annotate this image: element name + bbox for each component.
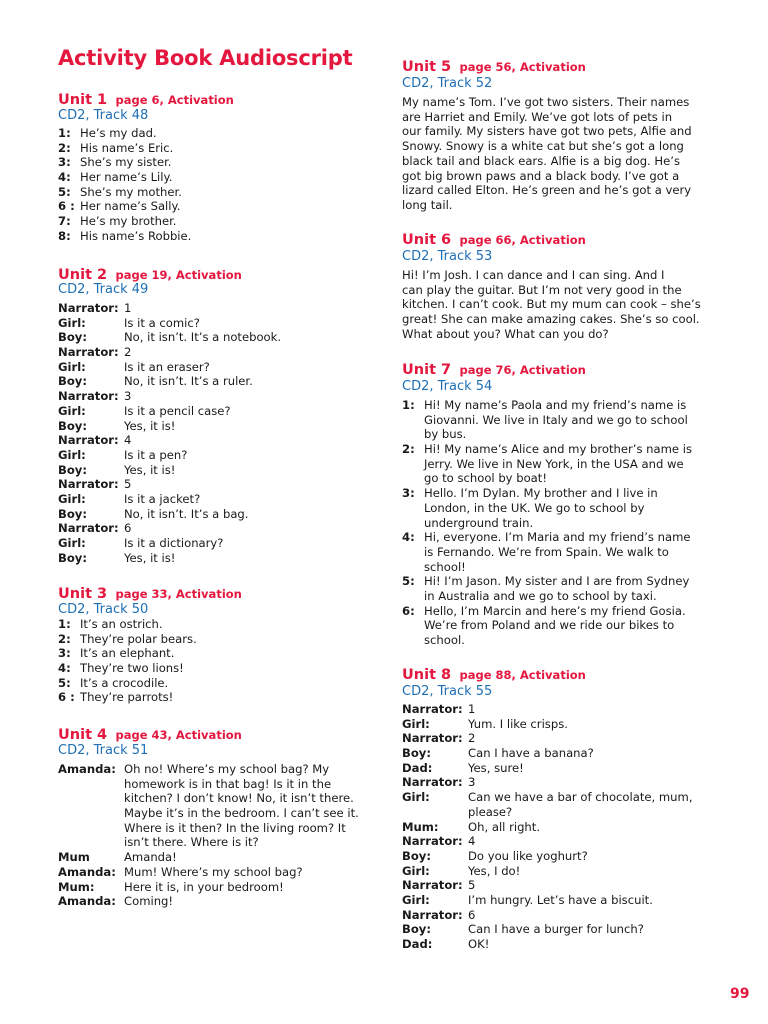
- script-line: [402, 560, 722, 575]
- unit-1-heading: [58, 82, 234, 110]
- line-text: They’re polar bears.: [80, 631, 197, 646]
- paragraph-line: black tail and black ears. Alfie is a big dog. He’s: [402, 153, 681, 168]
- speaker-label: Girl:: [58, 536, 86, 550]
- speaker-label: 4:: [58, 661, 71, 676]
- paragraph-line: got big brown paws and a black body. I’ve got a: [402, 168, 680, 183]
- script-line: [402, 805, 722, 820]
- script-line: [58, 894, 378, 909]
- speaker-label: [402, 589, 424, 604]
- line-text: Maybe it’s in the bedroom. I can’t see it.: [124, 806, 359, 821]
- unit-8-heading: [402, 657, 586, 685]
- line-text: His name’s Robbie.: [80, 228, 192, 243]
- line-text: 2: [468, 731, 476, 746]
- script-line: [58, 477, 378, 492]
- paragraph-line: long tail.: [402, 197, 453, 212]
- unit-6-paragraph: [402, 268, 701, 342]
- line-text: Hi! My name’s Paola and my friend’s name is: [424, 398, 687, 412]
- line-text: They’re two lions!: [80, 661, 184, 676]
- speaker-label: Girl:: [58, 315, 86, 330]
- line-text: go to school by boat!: [424, 471, 547, 486]
- script-line: [402, 849, 722, 864]
- speaker-label: [402, 457, 424, 472]
- unit-4-lines: [58, 762, 378, 909]
- line-text: London, in the UK. We go to school by: [424, 500, 645, 515]
- unit-7-label: Unit 7: [402, 362, 452, 378]
- script-line: [58, 229, 378, 244]
- speaker-label: [402, 560, 424, 575]
- unit-4-label: Unit 4: [58, 727, 108, 743]
- script-line: [58, 301, 378, 316]
- speaker-label: [58, 806, 124, 821]
- unit-7-track: CD2, Track 54: [402, 379, 493, 394]
- script-line: [402, 574, 722, 589]
- paragraph-line: kitchen. I can’t cook. But my mum can cook – she’s: [402, 297, 701, 312]
- script-line: [402, 702, 722, 717]
- script-line: [402, 937, 722, 952]
- speaker-label: Girl:: [58, 491, 86, 506]
- line-text: Coming!: [124, 894, 174, 909]
- unit-6-label: Unit 6: [402, 232, 452, 248]
- script-line: [402, 471, 722, 486]
- script-line: [58, 419, 378, 434]
- line-text: Where is it then? In the living room? It: [124, 820, 346, 835]
- speaker-label: Boy:: [58, 550, 87, 565]
- line-text: school!: [424, 559, 466, 574]
- speaker-label: Amanda:: [58, 864, 116, 879]
- unit-3-track: CD2, Track 50: [58, 602, 149, 617]
- script-line: [402, 878, 722, 893]
- script-line: [58, 170, 378, 185]
- unit-3-label: Unit 3: [58, 586, 108, 602]
- line-text: Is it a comic?: [124, 315, 200, 330]
- speaker-label: 1:: [58, 617, 71, 631]
- script-line: [58, 762, 378, 777]
- unit-7-lines: [402, 398, 722, 648]
- script-line: [402, 775, 722, 790]
- unit-5-track: CD2, Track 52: [402, 76, 493, 91]
- script-line: [402, 618, 722, 633]
- speaker-label: [58, 777, 124, 792]
- speaker-label: [402, 545, 424, 560]
- unit-3-lines: [58, 617, 378, 705]
- script-line: [58, 690, 378, 705]
- speaker-label: Boy:: [402, 922, 431, 937]
- unit-3-heading: [58, 576, 242, 604]
- script-line: [58, 661, 378, 676]
- line-text: Hi, everyone. I’m Maria and my friend’s name: [424, 530, 691, 545]
- script-line: [402, 413, 722, 428]
- line-text: We’re from Poland and we ride our bikes to: [424, 618, 675, 633]
- line-text: Can I have a burger for lunch?: [468, 922, 644, 937]
- line-text: Giovanni. We live in Italy and we go to school: [424, 412, 688, 427]
- script-line: [402, 604, 722, 619]
- line-text: Do you like yoghurt?: [468, 848, 588, 863]
- line-text: No, it isn’t. It’s a ruler.: [124, 374, 253, 389]
- unit-5-paragraph: [402, 95, 692, 213]
- script-line: [58, 433, 378, 448]
- unit-3-page: page 33, Activation: [115, 587, 242, 601]
- speaker-label: Boy:: [58, 418, 87, 433]
- line-text: His name’s Eric.: [80, 140, 174, 155]
- script-line: [58, 632, 378, 647]
- script-line: [402, 761, 722, 776]
- script-line: [402, 427, 722, 442]
- speaker-label: 5:: [402, 574, 415, 589]
- paragraph-line: are Harriet and Emily. We’ve got lots of pets in: [402, 109, 673, 124]
- script-line: [402, 731, 722, 746]
- script-line: [58, 551, 378, 566]
- line-text: Is it a dictionary?: [124, 536, 224, 550]
- speaker-label: [402, 805, 468, 820]
- unit-1-lines: [58, 126, 378, 244]
- speaker-label: Amanda:: [58, 762, 116, 776]
- line-text: 4: [124, 433, 132, 448]
- script-line: [58, 330, 378, 345]
- line-text: 6: [124, 521, 132, 536]
- speaker-label: Mum: [58, 850, 90, 865]
- line-text: It’s an ostrich.: [80, 617, 163, 631]
- line-text: 3: [468, 775, 476, 790]
- line-text: 3: [124, 389, 132, 404]
- script-line: [58, 448, 378, 463]
- paragraph-line: My name’s Tom. I’ve got two sisters. Their names: [402, 95, 690, 109]
- speaker-label: Narrator:: [402, 878, 463, 893]
- speaker-label: Narrator:: [58, 521, 119, 536]
- speaker-label: [58, 835, 124, 850]
- line-text: homework is in that bag! Is it in the: [124, 776, 332, 791]
- line-text: underground train.: [424, 515, 534, 530]
- script-line: [402, 398, 722, 413]
- speaker-label: Narrator:: [58, 345, 119, 360]
- line-text: Here it is, in your bedroom!: [124, 879, 284, 894]
- line-text: I’m hungry. Let’s have a biscuit.: [468, 892, 653, 907]
- script-line: [58, 646, 378, 661]
- line-text: Hi! I’m Jason. My sister and I are from Sydney: [424, 574, 690, 589]
- speaker-label: Boy:: [402, 746, 431, 761]
- line-text: is Fernando. We’re from Spain. We walk to: [424, 544, 669, 559]
- script-line: [58, 676, 378, 691]
- script-line: [58, 360, 378, 375]
- script-line: [402, 545, 722, 560]
- speaker-label: 4:: [58, 170, 71, 185]
- line-text: Is it an eraser?: [124, 359, 210, 374]
- speaker-label: 2:: [402, 442, 415, 457]
- script-line: [402, 442, 722, 457]
- script-line: [402, 746, 722, 761]
- speaker-label: Boy:: [58, 462, 87, 477]
- script-line: [58, 791, 378, 806]
- unit-6-page: page 66, Activation: [459, 233, 586, 247]
- script-line: [58, 536, 378, 551]
- speaker-label: Girl:: [58, 359, 86, 374]
- script-line: [402, 486, 722, 501]
- script-line: [402, 530, 722, 545]
- line-text: Can we have a bar of chocolate, mum,: [468, 790, 693, 805]
- speaker-label: 3:: [58, 646, 71, 661]
- speaker-label: Narrator:: [58, 301, 119, 315]
- line-text: Oh, all right.: [468, 819, 541, 834]
- speaker-label: Amanda:: [58, 894, 116, 909]
- unit-4-page: page 43, Activation: [115, 728, 242, 742]
- line-text: OK!: [468, 937, 490, 951]
- line-text: Hello, I’m Marcin and here’s my friend Gosia.: [424, 603, 686, 618]
- line-text: He’s my brother.: [80, 214, 177, 229]
- script-line: [58, 389, 378, 404]
- script-line: [402, 457, 722, 472]
- line-text: No, it isn’t. It’s a notebook.: [124, 330, 282, 345]
- speaker-label: Boy:: [402, 848, 431, 863]
- unit-2-page: page 19, Activation: [115, 268, 242, 282]
- script-line: [58, 214, 378, 229]
- line-text: They’re parrots!: [80, 690, 174, 705]
- speaker-label: 8:: [58, 228, 71, 243]
- speaker-label: 7:: [58, 214, 71, 229]
- paragraph-line: lizard called Elton. He’s green and he’s got a very: [402, 183, 692, 198]
- speaker-label: Girl:: [402, 716, 430, 731]
- script-line: [402, 790, 722, 805]
- unit-5-label: Unit 5: [402, 59, 452, 75]
- speaker-label: Narrator:: [402, 775, 463, 790]
- line-text: by bus.: [424, 427, 467, 442]
- script-line: [402, 834, 722, 849]
- speaker-label: Girl:: [58, 447, 86, 462]
- script-line: [402, 717, 722, 732]
- speaker-label: [402, 413, 424, 428]
- speaker-label: 1:: [402, 398, 415, 412]
- script-line: [58, 141, 378, 156]
- speaker-label: Girl:: [402, 892, 430, 907]
- script-line: [58, 185, 378, 200]
- unit-6-track: CD2, Track 53: [402, 249, 493, 264]
- page-title: Activity Book Audioscript: [58, 46, 353, 70]
- speaker-label: 1:: [58, 126, 71, 140]
- line-text: Mum! Where’s my school bag?: [124, 864, 303, 879]
- line-text: Is it a pencil case?: [124, 403, 231, 418]
- speaker-label: Narrator:: [402, 834, 463, 849]
- script-line: [58, 316, 378, 331]
- line-text: Yes, I do!: [468, 863, 521, 878]
- script-line: [402, 516, 722, 531]
- line-text: Yum. I like crisps.: [468, 716, 568, 731]
- line-text: Yes, it is!: [124, 462, 176, 477]
- script-line: [402, 820, 722, 835]
- line-text: kitchen? I don’t know! No, it isn’t there.: [124, 791, 354, 806]
- script-line: [58, 507, 378, 522]
- line-text: Yes, it is!: [124, 550, 176, 565]
- speaker-label: 6:: [402, 603, 415, 618]
- unit-2-lines: [58, 301, 378, 565]
- speaker-label: Boy:: [58, 374, 87, 389]
- line-text: isn’t there. Where is it?: [124, 835, 259, 850]
- speaker-label: 3:: [402, 486, 415, 501]
- line-text: Amanda!: [124, 850, 177, 865]
- speaker-label: [402, 516, 424, 531]
- line-text: It’s an elephant.: [80, 646, 175, 661]
- line-text: Her name’s Lily.: [80, 170, 173, 185]
- line-text: Yes, it is!: [124, 418, 176, 433]
- paragraph-line: can play the guitar. But I’m not very good in the: [402, 282, 682, 297]
- speaker-label: Boy:: [58, 506, 87, 521]
- script-line: [58, 806, 378, 821]
- script-line: [58, 521, 378, 536]
- line-text: Her name’s Sally.: [80, 199, 181, 214]
- speaker-label: Narrator:: [402, 907, 463, 922]
- speaker-label: 2:: [58, 140, 71, 155]
- unit-1-track: CD2, Track 48: [58, 108, 149, 123]
- speaker-label: Mum:: [402, 819, 439, 834]
- line-text: It’s a crocodile.: [80, 675, 169, 690]
- line-text: She’s my sister.: [80, 155, 172, 170]
- line-text: 5: [468, 878, 476, 893]
- script-line: [58, 835, 378, 850]
- paragraph-line: great! She can make amazing cakes. She’s so cool.: [402, 312, 700, 327]
- script-line: [58, 821, 378, 836]
- script-line: [58, 345, 378, 360]
- speaker-label: Boy:: [58, 330, 87, 345]
- unit-4-heading: [58, 717, 242, 745]
- unit-8-label: Unit 8: [402, 667, 452, 683]
- speaker-label: Narrator:: [58, 433, 119, 448]
- speaker-label: Narrator:: [402, 702, 463, 716]
- script-line: [58, 374, 378, 389]
- paragraph-line: our family. My sisters have got two pets, Alfie and: [402, 124, 692, 139]
- speaker-label: [58, 791, 124, 806]
- unit-8-page: page 88, Activation: [459, 668, 586, 682]
- speaker-label: Girl:: [58, 403, 86, 418]
- unit-1-label: Unit 1: [58, 92, 108, 108]
- line-text: Oh no! Where’s my school bag? My: [124, 762, 330, 776]
- speaker-label: [402, 633, 424, 648]
- unit-5-page: page 56, Activation: [459, 60, 586, 74]
- speaker-label: 2:: [58, 631, 71, 646]
- script-line: [402, 589, 722, 604]
- script-line: [402, 864, 722, 879]
- page-number: 99: [730, 986, 750, 1002]
- unit-7-page: page 76, Activation: [459, 363, 586, 377]
- unit-7-heading: [402, 352, 586, 380]
- speaker-label: 3:: [58, 155, 71, 170]
- line-text: Hello. I’m Dylan. My brother and I live in: [424, 486, 658, 501]
- script-line: [402, 501, 722, 516]
- script-line: [402, 633, 722, 648]
- line-text: Jerry. We live in New York, in the USA and we: [424, 456, 684, 471]
- speaker-label: [58, 821, 124, 836]
- line-text: in Australia and we go to school by taxi.: [424, 588, 657, 603]
- unit-5-heading: [402, 49, 586, 77]
- speaker-label: Girl:: [402, 863, 430, 878]
- speaker-label: Dad:: [402, 937, 433, 951]
- speaker-label: [402, 427, 424, 442]
- line-text: please?: [468, 804, 513, 819]
- script-line: [58, 492, 378, 507]
- speaker-label: Girl:: [402, 790, 430, 805]
- line-text: No, it isn’t. It’s a bag.: [124, 506, 249, 521]
- line-text: school.: [424, 633, 465, 647]
- script-line: [58, 617, 378, 632]
- line-text: Is it a pen?: [124, 447, 188, 462]
- speaker-label: Narrator:: [58, 477, 119, 492]
- unit-2-heading: [58, 257, 242, 285]
- speaker-label: Narrator:: [58, 389, 119, 404]
- line-text: He’s my dad.: [80, 126, 157, 140]
- speaker-label: 5:: [58, 184, 71, 199]
- line-text: 6: [468, 907, 476, 922]
- speaker-label: 6 :: [58, 690, 75, 705]
- line-text: She’s my mother.: [80, 184, 182, 199]
- unit-2-label: Unit 2: [58, 267, 108, 283]
- unit-8-track: CD2, Track 55: [402, 684, 493, 699]
- line-text: Hi! My name’s Alice and my brother’s name is: [424, 442, 693, 457]
- script-line: [58, 199, 378, 214]
- script-line: [58, 463, 378, 478]
- line-text: Yes, sure!: [468, 760, 524, 775]
- script-line: [402, 893, 722, 908]
- unit-4-track: CD2, Track 51: [58, 743, 149, 758]
- speaker-label: [402, 471, 424, 486]
- paragraph-line: Hi! I’m Josh. I can dance and I can sing. And I: [402, 268, 665, 282]
- script-line: [402, 922, 722, 937]
- unit-2-track: CD2, Track 49: [58, 282, 149, 297]
- unit-1-page: page 6, Activation: [115, 93, 234, 107]
- line-text: Is it a jacket?: [124, 491, 201, 506]
- speaker-label: [402, 618, 424, 633]
- script-line: [58, 865, 378, 880]
- line-text: 1: [468, 702, 476, 716]
- unit-6-heading: [402, 222, 586, 250]
- line-text: Can I have a banana?: [468, 746, 594, 761]
- script-line: [58, 126, 378, 141]
- speaker-label: Dad:: [402, 760, 433, 775]
- speaker-label: 5:: [58, 675, 71, 690]
- script-line: [58, 880, 378, 895]
- script-line: [58, 155, 378, 170]
- script-line: [58, 850, 378, 865]
- speaker-label: [402, 501, 424, 516]
- speaker-label: Mum:: [58, 879, 95, 894]
- line-text: 4: [468, 834, 476, 849]
- speaker-label: 4:: [402, 530, 415, 545]
- speaker-label: 6 :: [58, 199, 75, 214]
- line-text: 1: [124, 301, 132, 315]
- script-line: [58, 404, 378, 419]
- line-text: 5: [124, 477, 132, 492]
- script-line: [58, 777, 378, 792]
- script-line: [402, 908, 722, 923]
- paragraph-line: What about you? What can you do?: [402, 326, 609, 341]
- paragraph-line: Snowy. Snowy is a white cat but she’s got a long: [402, 139, 684, 154]
- speaker-label: Narrator:: [402, 731, 463, 746]
- line-text: 2: [124, 345, 132, 360]
- unit-8-lines: [402, 702, 722, 952]
